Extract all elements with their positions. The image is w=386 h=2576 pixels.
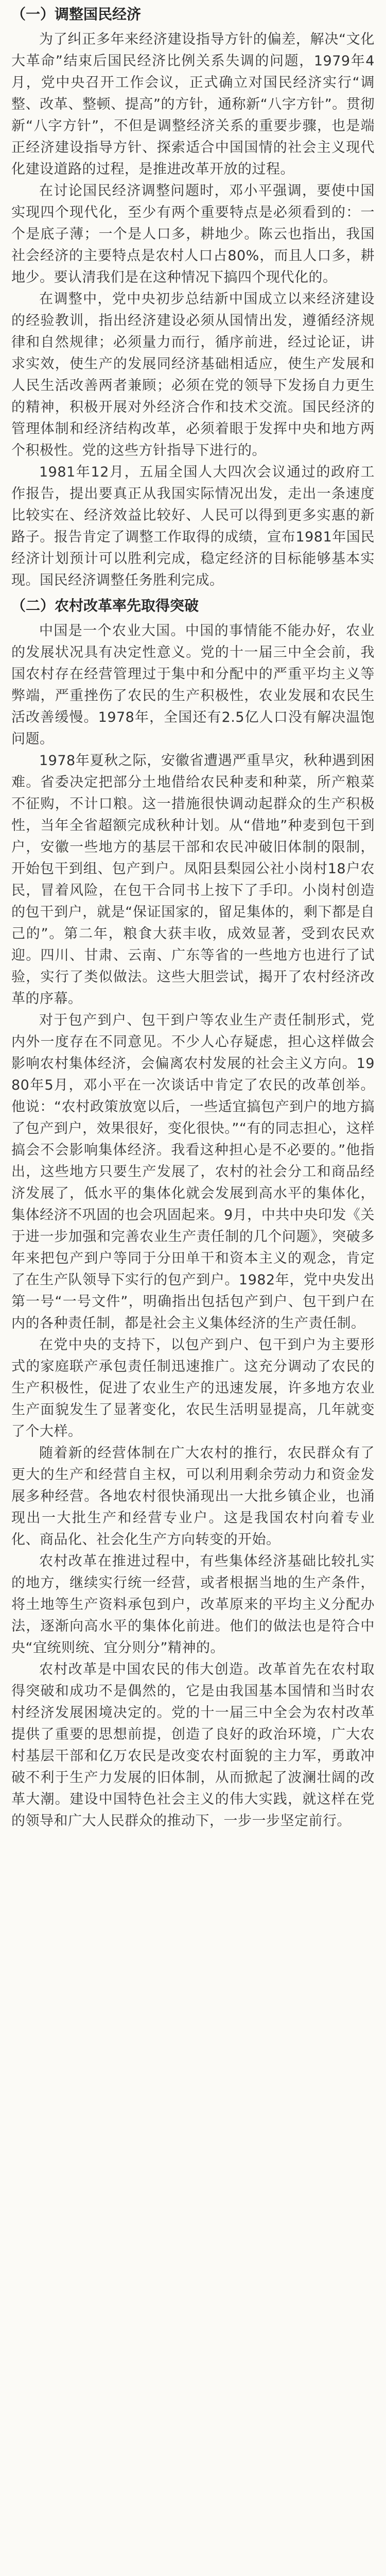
paragraph: 1981年12月，五届全国人大四次会议通过的政府工作报告，提出要真正从我国实际情况出发，走出一条速度比较实在、经济效益比较好、人民可以得到更多实惠的新路子。报告肯定了调整工作取得的成绩，宣布1981年国民经济计划预计可以胜利完成，稳定经济的目标能够基本实现。国民经济调整任务胜利完成。 (11, 464, 375, 588)
paragraph: 1978年夏秋之际，安徽省遭遇严重旱灾，秋种遇到困难。省委决定把部分土地借给农民种麦和种菜，所产粮菜不征购，不计口粮。这一措施很快调动起群众的生产积极性，当年全省超额完成秋种计划。从“借地”种麦到包干到户，安徽一些地方的基层干部和农民冲破旧体制的限制，开始包干到组、包产到户。凤阳县梨园公社小岗村18户农民，冒着风险，在包干合同书上按下了手印。小岗村创造的包干到户，就是“保证国家的，留足集体的，剩下都是自己的”。第二年，粮食大获丰收，成效显著，受到农民欢迎。四川、甘肃、云南、广东等省的一些地方也进行了试验，实行了类似做法。这些大胆尝试，揭开了农村经济改革的序幕。 (11, 753, 375, 1007)
paragraph: 随着新的经营体制在广大农村的推行，农民群众有了更大的生产和经营自主权，可以利用剩余劳动力和资金发展多种经营。各地农村很快涌现出一大批乡镇企业，也涌现出一大批生产和经营专业户。这是我国农村向着专业化、商品化、社会化生产方向转变的开始。 (11, 1445, 375, 1548)
paragraph: 农村改革在推进过程中，有些集体经济基础比较扎实的地方，继续实行统一经营，或者根据当地的生产条件，将土地等生产资料承包到户，改革原来的平均主义分配办法，逐渐向高水平的集体化前进。他们的做法也是符合中央“宜统则统、宜分则分”精神的。 (11, 1553, 375, 1656)
paragraph: 中国是一个农业大国。中国的事情能不能办好，农业的发展状况具有决定性意义。党的十一届三中全会前，我国农村存在经营管理过于集中和分配中的严重平均主义等弊端，严重挫伤了农民的生产积极性，农业发展和农民生活改善缓慢。1978年，全国还有2.5亿人口没有解决温饱问题。 (11, 623, 375, 747)
paragraph: 在讨论国民经济调整问题时，邓小平强调，要使中国实现四个现代化，至少有两个重要特点是必须看到的：一个是底子薄；一个是人口多，耕地少。陈云也指出，我国社会经济的主要特点是农村人口占80%，而且人口多，耕地少。要认清我们是在这种情况下搞四个现代化的。 (11, 183, 375, 285)
section-heading-adjust-economy: （一）调整国民经济 (11, 6, 142, 23)
section-heading-rural-reform: （二）农村改革率先取得突破 (11, 597, 199, 614)
paragraph: 在党中央的支持下，以包产到户、包干到户为主要形式的家庭联产承包责任制迅速推广。这充分调动了农民的生产积极性，促进了农业生产的迅速发展，许多地方农业生产面貌发生了显著变化，农民生活明显提高，几年就变了个大样。 (11, 1337, 375, 1439)
paragraph: 对于包产到户、包干到户等农业生产责任制形式，党内外一度存在不同意见。不少人心存疑虑，担心这样做会影响农村集体经济，会偏离农村发展的社会主义方向。1980年5月，邓小平在一次谈话中肯定了农民的改革创举。他说：“农村政策放宽以后，一些适宜搞包产到户的地方搞了包产到户，效果很好，变化很快。”“有的同志担心，这样搞会不会影响集体经济。我看这种担心是不必要的。”他指出，这些地方只要生产发展了，农村的社会分工和商品经济发展了，低水平的集体化就会发展到高水平的集体化，集体经济不巩固的也会巩固起来。9月，中共中央印发《关于进一步加强和完善农业生产责任制的几个问题》，突破多年来把包产到户等同于分田单干和资本主义的观念，肯定了在生产队领导下实行的包产到户。1982年，党中央发出第一号“一号文件”，明确指出包括包产到户、包干到户在内的各种责任制，都是社会主义集体经济的生产责任制。 (11, 1012, 375, 1331)
paragraph: 农村改革是中国农民的伟大创造。改革首先在农村取得突破和成功不是偶然的，它是由我国基本国情和当时农村经济发展困境决定的。党的十一届三中全会为农村改革提供了重要的思想前提，创造了良好的政治环境，广大农村基层干部和亿万农民是改变农村面貌的主力军，勇敢冲破不利于生产力发展的旧体制，从而掀起了波澜壮阔的改革大潮。建设中国特色社会主义的伟大实践，就这样在党的领导和广大人民群众的推动下，一步一步坚定前行。 (11, 1662, 375, 1829)
paragraph: 为了纠正多年来经济建设指导方针的偏差，解决“文化大革命”结束后国民经济比例关系失调的问题，1979年4月，党中央召开工作会议，正式确立对国民经济实行“调整、改革、整顿、提高”的方针，通称新“八字方针”。贯彻新“八字方针”，不但是调整经济关系的重要步骤，也是端正经济建设指导方针、探索适合中国国情的社会主义现代化建设道路的过程，是推进改革开放的过程。 (11, 31, 375, 177)
paragraph: 在调整中，党中央初步总结新中国成立以来经济建设的经验教训，指出经济建设必须从国情出发，遵循经济规律和自然规律；必须量力而行，循序前进，经过论证，讲求实效，使生产的发展同经济基础相适应，使生产发展和人民生活改善两者兼顾；必须在党的领导下发扬自力更生的精神，积极开展对外经济合作和技术交流。国民经济的管理体制和经济结构改革，必须着眼于发挥中央和地方两个积极性。党的这些方针指导下进行的。 (11, 291, 375, 459)
